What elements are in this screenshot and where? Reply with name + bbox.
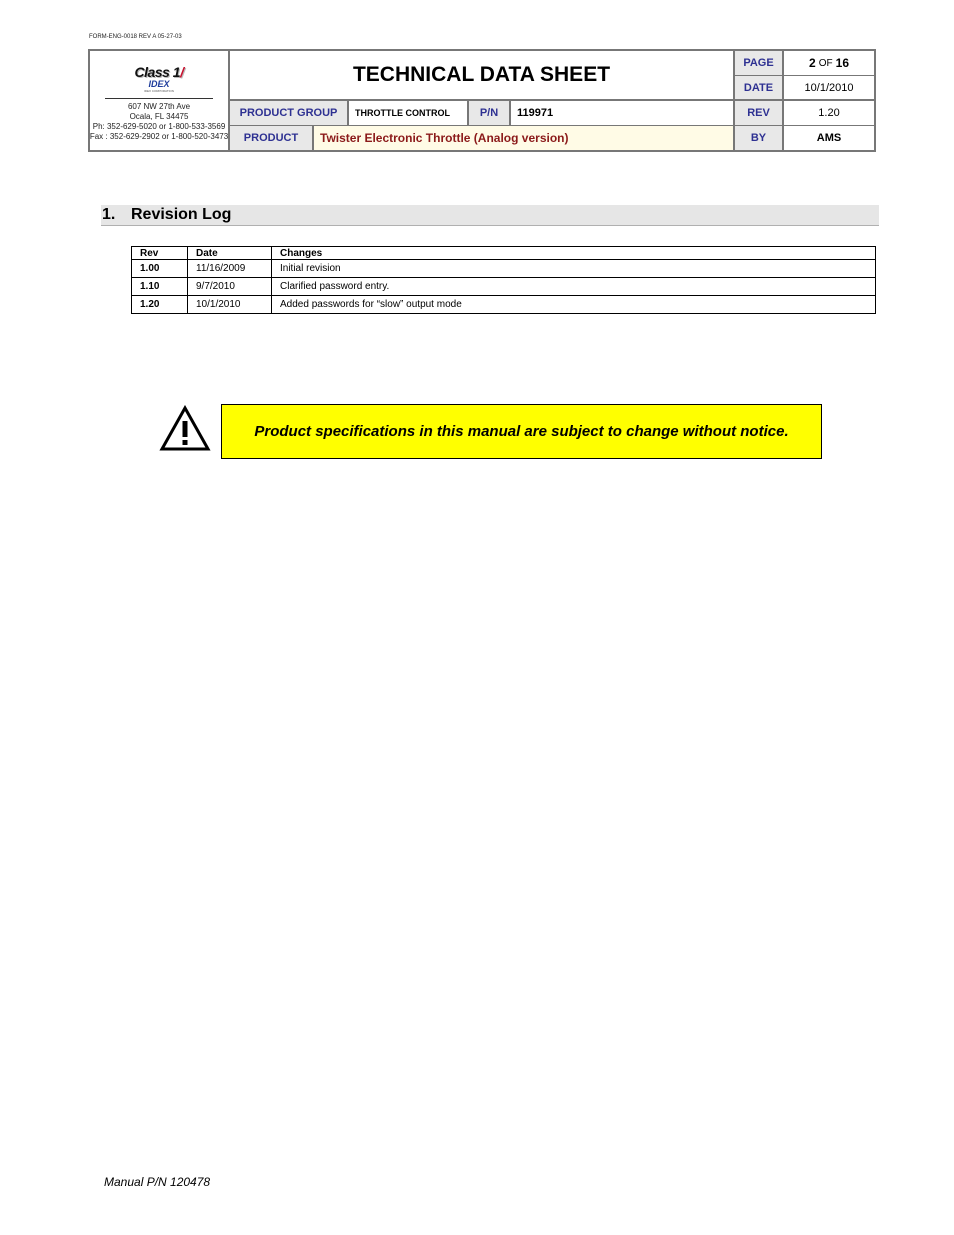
- revision-table: [131, 246, 876, 314]
- product-group-value: THROTTLE CONTROL: [349, 101, 469, 126]
- form-id: FORM-ENG-0018 REV A 05-27-03: [89, 34, 182, 40]
- product-value: Twister Electronic Throttle (Analog version): [314, 126, 735, 150]
- section-number: 1.: [102, 206, 116, 223]
- page-label: PAGE: [735, 51, 784, 76]
- by-value: AMS: [816, 132, 842, 144]
- column-header-rev: Rev: [132, 247, 188, 260]
- by-label: BY: [735, 126, 784, 150]
- column-header-date: Date: [188, 247, 272, 260]
- page-number: 2 OF 16: [784, 51, 874, 76]
- company-address: 607 NW 27th Ave Ocala, FL 34475 Ph: 352-629-5020 or 1-800-533-3569 Fax : 352-629-2902 or 1-800-520-3473: [89, 102, 229, 141]
- logo-divider: [105, 98, 213, 99]
- date-cell: 11/16/2009: [188, 260, 272, 278]
- warning-triangle-icon: [159, 405, 211, 452]
- company-logo: Class 1/: [134, 64, 184, 80]
- rev-cell: 1.20: [132, 296, 188, 314]
- rev-cell: 1.10: [132, 278, 188, 296]
- document-title: TECHNICAL DATA SHEET: [230, 51, 735, 101]
- section-title: Revision Log: [131, 206, 232, 223]
- manual-part-number: Manual P/N 120478: [104, 1175, 211, 1189]
- rev-label: REV: [735, 101, 784, 126]
- logo-tagline: IDEX CORPORATION: [144, 89, 174, 93]
- date-cell: 10/1/2010: [188, 296, 272, 314]
- rev-value: 1.20: [784, 101, 874, 126]
- idex-logo: IDEX: [148, 79, 170, 89]
- table-row: [132, 260, 876, 278]
- pn-label: P/N: [469, 101, 511, 126]
- table-row: [132, 278, 876, 296]
- changes-cell: Added passwords for “slow” output mode: [272, 296, 876, 314]
- rev-cell: 1.00: [132, 260, 188, 278]
- changes-cell: Initial revision: [272, 260, 876, 278]
- header-block: [88, 49, 876, 152]
- date-value: 10/1/2010: [784, 76, 874, 101]
- date-label: DATE: [735, 76, 784, 101]
- table-row: [132, 296, 876, 314]
- product-group-label: PRODUCT GROUP: [230, 101, 349, 126]
- product-label: PRODUCT: [230, 126, 314, 150]
- section-heading: [101, 205, 879, 226]
- changes-cell: Clarified password entry.: [272, 278, 876, 296]
- logo-area: [90, 51, 230, 150]
- pn-value: 119971: [511, 101, 735, 126]
- column-header-changes: Changes: [272, 247, 876, 260]
- change-notice: Product specifications in this manual are subject to change without notice.: [221, 404, 822, 459]
- table-header-row: [132, 247, 876, 260]
- date-cell: 9/7/2010: [188, 278, 272, 296]
